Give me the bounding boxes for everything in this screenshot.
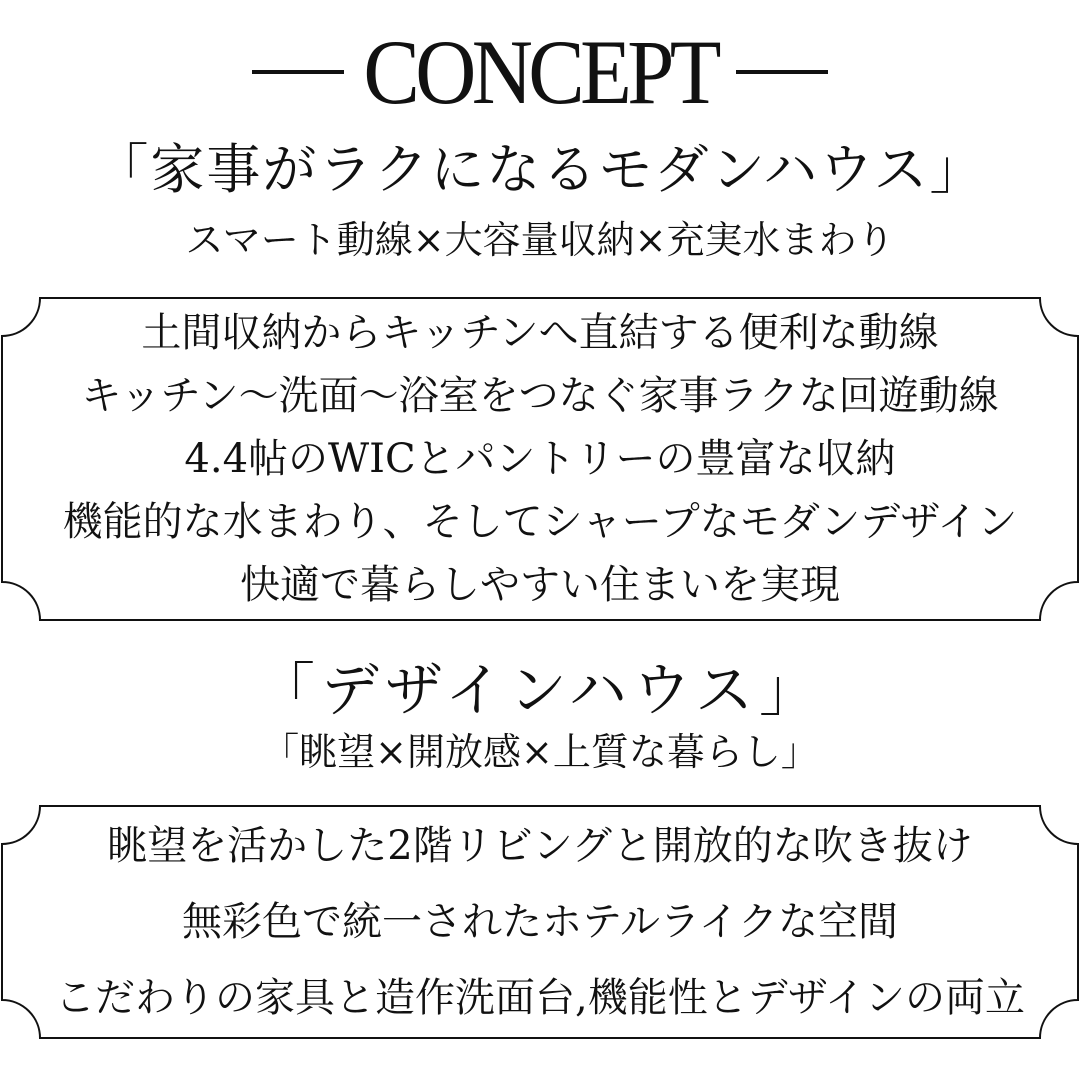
section2-line: こだわりの家具と造作洗面台,機能性とデザインの両立 [55, 975, 1025, 1021]
section1-subheading: スマート動線×大容量収納×充実水まわり [185, 218, 895, 262]
section2-frame [0, 804, 1080, 1040]
section2-heading: 「デザインハウス」 [256, 656, 824, 724]
section2-subheading: 「眺望×開放感×上質な暮らし」 [261, 730, 819, 774]
title-left-dash [252, 70, 344, 74]
section1-heading: 「家事がラクになるモダンハウス」 [94, 138, 986, 201]
section2-lines [0, 804, 1080, 1040]
section1-lines [0, 296, 1080, 622]
concept-title-row [0, 22, 1080, 122]
section1-line: 土間収納からキッチンへ直結する便利な動線 [141, 310, 939, 357]
section1-line: 機能的な水まわり、そしてシャープなモダンデザイン [62, 498, 1018, 545]
concept-title: CONCEPT [363, 21, 717, 123]
section1-line: キッチン〜洗面〜浴室をつなぐ家事ラクな回遊動線 [81, 373, 999, 420]
title-right-dash [736, 70, 828, 74]
section2-line: 眺望を活かした2階リビングと開放的な吹き抜け [107, 823, 973, 869]
section1-frame [0, 296, 1080, 622]
section2-line: 無彩色で統一されたホテルライクな空間 [182, 899, 898, 945]
section1-line: 快適で暮らしやすい住まいを実現 [240, 561, 840, 608]
section1-line: 4.4帖のWICとパントリーの豊富な収納 [184, 435, 896, 482]
